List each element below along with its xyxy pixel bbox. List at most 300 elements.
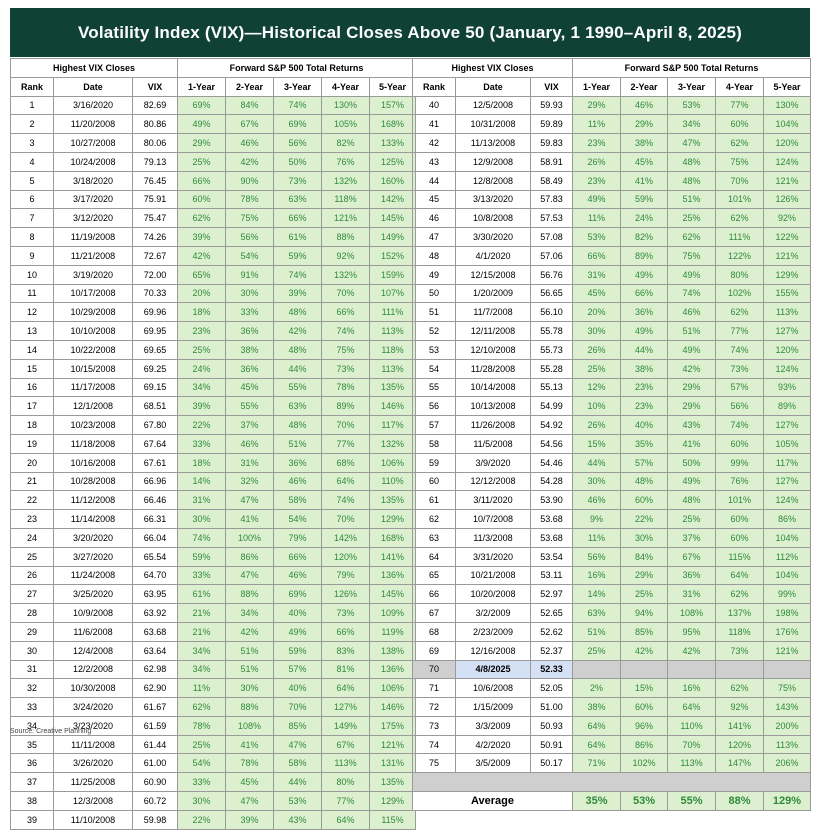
table-row	[413, 453, 811, 472]
date-cell: 11/14/2008	[54, 510, 133, 529]
rank-cell: 58	[413, 434, 456, 453]
3-year-return-cell: 55%	[274, 378, 322, 397]
table-row	[413, 585, 811, 604]
vix-cell: 55.13	[531, 378, 573, 397]
3-year-return-cell: 58%	[274, 491, 322, 510]
1-year-return-cell: 69%	[178, 96, 226, 115]
rank-cell: 73	[413, 716, 456, 735]
3-year-return-cell: 51%	[668, 322, 716, 341]
date-cell: 3/2/2009	[456, 604, 531, 623]
4-year-return-cell: 111%	[716, 228, 764, 247]
1-year-return-cell: 11%	[573, 209, 621, 228]
1-year-return-cell: 18%	[178, 303, 226, 322]
table-row	[413, 698, 811, 717]
5-year-return-cell: 141%	[370, 547, 416, 566]
vix-cell: 54.56	[531, 434, 573, 453]
1-year-header: 1-Year	[178, 77, 226, 96]
vix-cell: 80.06	[133, 134, 178, 153]
5-year-return-cell: 129%	[370, 792, 416, 811]
5-year-return-cell: 121%	[764, 171, 811, 190]
rank-cell: 37	[11, 773, 54, 792]
5-year-return-cell: 113%	[764, 303, 811, 322]
2-year-return-cell: 46%	[226, 434, 274, 453]
4-year-return-cell: 77%	[322, 434, 370, 453]
rank-cell: 15	[11, 359, 54, 378]
2-year-return-cell: 29%	[621, 566, 668, 585]
rank-cell: 27	[11, 585, 54, 604]
rank-cell: 21	[11, 472, 54, 491]
vix-cell: 70.33	[133, 284, 178, 303]
2-year-return-cell: 23%	[621, 397, 668, 416]
vix-cell: 66.96	[133, 472, 178, 491]
4-year-return-cell: 64%	[322, 679, 370, 698]
3-year-return-cell: 36%	[274, 453, 322, 472]
date-cell: 10/14/2008	[456, 378, 531, 397]
1-year-return-cell: 26%	[573, 416, 621, 435]
5-year-return-cell: 117%	[764, 453, 811, 472]
rank-cell: 31	[11, 660, 54, 679]
5-year-return-cell: 127%	[764, 416, 811, 435]
rank-cell: 13	[11, 322, 54, 341]
5-year-return-cell: 75%	[764, 679, 811, 698]
2-year-return-cell: 36%	[226, 359, 274, 378]
vix-cell: 52.97	[531, 585, 573, 604]
date-cell: 12/16/2008	[456, 641, 531, 660]
4-year-return-cell: 79%	[322, 566, 370, 585]
4-year-return-cell: 130%	[322, 96, 370, 115]
vix-cell: 54.46	[531, 453, 573, 472]
table-row	[11, 397, 416, 416]
1-year-return-cell: 15%	[573, 434, 621, 453]
date-cell: 12/5/2008	[456, 96, 531, 115]
vix-table-left	[10, 58, 416, 830]
5-year-return-cell: 200%	[764, 716, 811, 735]
vix-cell: 79.13	[133, 152, 178, 171]
4-year-return-cell: 77%	[716, 322, 764, 341]
vix-cell: 55.73	[531, 340, 573, 359]
5-year-return-cell: 92%	[764, 209, 811, 228]
date-cell: 10/23/2008	[54, 416, 133, 435]
3-year-return-cell: 39%	[274, 284, 322, 303]
table-row	[413, 547, 811, 566]
2-year-return-cell: 94%	[621, 604, 668, 623]
table-row	[11, 528, 416, 547]
1-year-return-cell: 23%	[573, 134, 621, 153]
2-year-return-cell: 60%	[621, 491, 668, 510]
rank-cell: 68	[413, 622, 456, 641]
vix-cell: 69.95	[133, 322, 178, 341]
2-year-header: 2-Year	[621, 77, 668, 96]
source-note: Source: Creative Planning	[10, 728, 92, 735]
1-year-return-cell: 18%	[178, 453, 226, 472]
1-year-return-cell: 21%	[178, 622, 226, 641]
vix-cell: 61.67	[133, 698, 178, 717]
date-cell: 11/20/2008	[54, 115, 133, 134]
date-cell: 12/10/2008	[456, 340, 531, 359]
1-year-return-cell: 26%	[573, 152, 621, 171]
date-header: Date	[456, 77, 531, 96]
4-year-return-cell: 73%	[716, 359, 764, 378]
2-year-return-cell: 23%	[621, 378, 668, 397]
date-cell: 11/12/2008	[54, 491, 133, 510]
returns-group-header: Forward S&P 500 Total Returns	[178, 59, 416, 78]
1-year-return-cell: 30%	[573, 472, 621, 491]
3-year-return-cell: 50%	[274, 152, 322, 171]
2-year-return-cell: 88%	[226, 585, 274, 604]
3-year-return-cell: 62%	[668, 228, 716, 247]
4-year-return-cell: 60%	[716, 434, 764, 453]
rank-cell: 56	[413, 397, 456, 416]
4-year-return-cell: 64%	[322, 810, 370, 829]
vix-cell: 62.98	[133, 660, 178, 679]
2-year-return-cell: 44%	[621, 340, 668, 359]
vix-cell: 82.69	[133, 96, 178, 115]
3-year-return-cell: 69%	[274, 115, 322, 134]
3-year-return-cell: 61%	[274, 228, 322, 247]
date-cell: 3/12/2020	[54, 209, 133, 228]
4-year-return-cell: 67%	[322, 735, 370, 754]
vix-cell: 52.33	[531, 660, 573, 679]
date-cell: 10/22/2008	[54, 340, 133, 359]
2-year-return-cell: 41%	[226, 510, 274, 529]
2-year-return-cell: 36%	[226, 322, 274, 341]
4-year-return-cell: 105%	[322, 115, 370, 134]
table-row	[413, 209, 811, 228]
1-year-return-cell: 25%	[178, 152, 226, 171]
rank-cell: 74	[413, 735, 456, 754]
vix-cell: 69.65	[133, 340, 178, 359]
4-year-return-cell: 57%	[716, 378, 764, 397]
3-year-return-cell: 74%	[668, 284, 716, 303]
rank-cell: 40	[413, 96, 456, 115]
2-year-return-cell: 57%	[621, 453, 668, 472]
vix-cell: 61.44	[133, 735, 178, 754]
average-5-year-value: 129%	[764, 792, 811, 811]
3-year-return-cell: 51%	[274, 434, 322, 453]
vix-cell: 66.46	[133, 491, 178, 510]
1-year-return-cell: 30%	[573, 322, 621, 341]
1-year-return-cell: 25%	[573, 641, 621, 660]
rank-cell: 61	[413, 491, 456, 510]
rank-cell: 70	[413, 660, 456, 679]
date-cell: 11/18/2008	[54, 434, 133, 453]
2-year-return-cell: 96%	[621, 716, 668, 735]
vix-cell: 53.68	[531, 528, 573, 547]
table-row	[11, 340, 416, 359]
rank-cell: 34	[11, 716, 54, 735]
1-year-return-cell: 14%	[573, 585, 621, 604]
returns-group-header: Forward S&P 500 Total Returns	[573, 59, 811, 78]
1-year-return-cell: 64%	[573, 735, 621, 754]
rank-cell: 49	[413, 265, 456, 284]
1-year-return-cell: 11%	[573, 528, 621, 547]
vix-cell: 74.26	[133, 228, 178, 247]
date-cell: 12/12/2008	[456, 472, 531, 491]
vix-cell: 61.00	[133, 754, 178, 773]
2-year-return-cell: 42%	[621, 641, 668, 660]
4-year-return-cell: 70%	[716, 171, 764, 190]
table-row	[413, 491, 811, 510]
rank-cell: 3	[11, 134, 54, 153]
table-row	[11, 735, 416, 754]
vix-cell: 72.00	[133, 265, 178, 284]
2-year-return-cell: 40%	[621, 416, 668, 435]
table-row	[413, 679, 811, 698]
4-year-header: 4-Year	[322, 77, 370, 96]
2-year-return-cell: 46%	[621, 96, 668, 115]
3-year-return-cell: 70%	[668, 735, 716, 754]
3-year-return-cell: 53%	[274, 792, 322, 811]
1-year-return-cell: 20%	[178, 284, 226, 303]
4-year-return-cell: 77%	[716, 96, 764, 115]
vix-cell: 72.67	[133, 246, 178, 265]
rank-cell: 45	[413, 190, 456, 209]
vix-cell: 66.04	[133, 528, 178, 547]
3-year-return-cell	[668, 660, 716, 679]
4-year-return-cell: 75%	[716, 152, 764, 171]
vix-cell: 50.17	[531, 754, 573, 773]
3-year-return-cell: 48%	[668, 491, 716, 510]
date-cell: 3/25/2020	[54, 585, 133, 604]
2-year-return-cell: 29%	[621, 115, 668, 134]
5-year-return-cell: 136%	[370, 566, 416, 585]
vix-cell: 65.54	[133, 547, 178, 566]
5-year-return-cell: 104%	[764, 528, 811, 547]
1-year-return-cell: 74%	[178, 528, 226, 547]
4-year-return-cell: 75%	[322, 340, 370, 359]
date-cell: 10/9/2008	[54, 604, 133, 623]
date-cell: 10/27/2008	[54, 134, 133, 153]
4-year-return-cell: 126%	[322, 585, 370, 604]
date-cell: 11/5/2008	[456, 434, 531, 453]
vix-cell: 50.93	[531, 716, 573, 735]
rank-cell: 50	[413, 284, 456, 303]
4-year-return-cell: 101%	[716, 190, 764, 209]
5-year-return-cell: 110%	[370, 472, 416, 491]
date-cell: 3/24/2020	[54, 698, 133, 717]
5-year-return-cell: 142%	[370, 190, 416, 209]
table-row	[11, 322, 416, 341]
1-year-return-cell: 25%	[178, 340, 226, 359]
rank-cell: 22	[11, 491, 54, 510]
rank-cell: 1	[11, 96, 54, 115]
2-year-return-cell: 51%	[226, 641, 274, 660]
1-year-return-cell: 34%	[178, 641, 226, 660]
date-cell: 12/15/2008	[456, 265, 531, 284]
1-year-return-cell: 53%	[573, 228, 621, 247]
5-year-return-cell: 106%	[370, 679, 416, 698]
3-year-return-cell: 57%	[274, 660, 322, 679]
rank-cell: 42	[413, 134, 456, 153]
rank-cell: 60	[413, 472, 456, 491]
vix-group-header: Highest VIX Closes	[413, 59, 573, 78]
rank-cell: 25	[11, 547, 54, 566]
4-year-return-cell: 147%	[716, 754, 764, 773]
2-year-return-cell: 78%	[226, 754, 274, 773]
5-year-return-cell: 109%	[370, 604, 416, 623]
table-row	[413, 115, 811, 134]
2-year-return-cell: 86%	[226, 547, 274, 566]
1-year-return-cell: 71%	[573, 754, 621, 773]
vix-cell: 63.68	[133, 622, 178, 641]
rank-cell: 10	[11, 265, 54, 284]
5-year-return-cell: 121%	[764, 641, 811, 660]
vix-cell: 75.47	[133, 209, 178, 228]
table-row	[11, 510, 416, 529]
5-year-return-cell: 126%	[764, 190, 811, 209]
vix-cell: 54.99	[531, 397, 573, 416]
4-year-return-cell: 60%	[716, 510, 764, 529]
table-row	[413, 303, 811, 322]
2-year-return-cell: 47%	[226, 792, 274, 811]
date-header: Date	[54, 77, 133, 96]
1-year-return-cell: 23%	[573, 171, 621, 190]
4-year-return-cell: 132%	[322, 265, 370, 284]
table-row	[11, 566, 416, 585]
5-year-return-cell: 136%	[370, 660, 416, 679]
4-year-return-cell: 64%	[322, 472, 370, 491]
rank-cell: 9	[11, 246, 54, 265]
spacer-row	[413, 773, 811, 792]
1-year-return-cell: 11%	[178, 679, 226, 698]
date-cell: 3/27/2020	[54, 547, 133, 566]
2-year-return-cell: 49%	[621, 322, 668, 341]
3-year-return-cell: 67%	[668, 547, 716, 566]
table-row	[11, 679, 416, 698]
date-cell: 4/1/2020	[456, 246, 531, 265]
2-year-return-cell: 41%	[621, 171, 668, 190]
3-year-return-cell: 48%	[274, 416, 322, 435]
2-year-return-cell: 25%	[621, 585, 668, 604]
5-year-return-cell: 104%	[764, 115, 811, 134]
vix-cell: 60.72	[133, 792, 178, 811]
rank-cell: 59	[413, 453, 456, 472]
1-year-return-cell: 24%	[178, 359, 226, 378]
date-cell: 12/2/2008	[54, 660, 133, 679]
vix-cell: 55.28	[531, 359, 573, 378]
date-cell: 10/17/2008	[54, 284, 133, 303]
vix-cell: 52.65	[531, 604, 573, 623]
date-cell: 11/11/2008	[54, 735, 133, 754]
date-cell: 2/23/2009	[456, 622, 531, 641]
date-cell: 3/30/2020	[456, 228, 531, 247]
3-year-return-cell: 58%	[274, 754, 322, 773]
4-year-return-cell: 132%	[322, 171, 370, 190]
2-year-return-cell: 108%	[226, 716, 274, 735]
3-year-return-cell: 49%	[668, 265, 716, 284]
1-year-return-cell: 29%	[178, 134, 226, 153]
date-cell: 4/8/2025	[456, 660, 531, 679]
rank-cell: 47	[413, 228, 456, 247]
5-year-return-cell: 124%	[764, 152, 811, 171]
5-year-return-cell: 99%	[764, 585, 811, 604]
3-year-return-cell: 59%	[274, 641, 322, 660]
rank-cell: 24	[11, 528, 54, 547]
rank-cell: 71	[413, 679, 456, 698]
date-cell: 3/9/2020	[456, 453, 531, 472]
date-cell: 1/15/2009	[456, 698, 531, 717]
3-year-return-cell: 40%	[274, 604, 322, 623]
2-year-return-cell: 30%	[226, 284, 274, 303]
rank-cell: 17	[11, 397, 54, 416]
4-year-return-cell: 70%	[322, 510, 370, 529]
1-year-return-cell: 44%	[573, 453, 621, 472]
1-year-return-cell: 64%	[573, 716, 621, 735]
2-year-return-cell: 67%	[226, 115, 274, 134]
4-year-return-cell: 68%	[322, 453, 370, 472]
table-row	[413, 604, 811, 623]
rank-cell: 38	[11, 792, 54, 811]
1-year-return-cell: 49%	[178, 115, 226, 134]
3-year-return-cell: 79%	[274, 528, 322, 547]
3-year-return-cell: 49%	[274, 622, 322, 641]
5-year-return-cell: 160%	[370, 171, 416, 190]
3-year-return-cell: 113%	[668, 754, 716, 773]
vix-cell: 69.25	[133, 359, 178, 378]
table-row	[413, 171, 811, 190]
table-row	[11, 96, 416, 115]
4-year-return-cell: 113%	[322, 754, 370, 773]
rank-cell: 69	[413, 641, 456, 660]
3-year-return-cell: 16%	[668, 679, 716, 698]
date-cell: 3/31/2020	[456, 547, 531, 566]
vix-cell: 52.62	[531, 622, 573, 641]
4-year-return-cell: 101%	[716, 491, 764, 510]
4-year-return-cell: 120%	[322, 547, 370, 566]
4-year-return-cell	[716, 660, 764, 679]
rank-cell: 29	[11, 622, 54, 641]
2-year-return-cell: 47%	[226, 491, 274, 510]
2-year-return-cell: 32%	[226, 472, 274, 491]
4-year-return-cell: 127%	[322, 698, 370, 717]
3-year-return-cell: 66%	[274, 209, 322, 228]
table-row	[11, 171, 416, 190]
3-year-return-cell: 59%	[274, 246, 322, 265]
4-year-return-cell: 92%	[716, 698, 764, 717]
1-year-return-cell: 78%	[178, 716, 226, 735]
rank-cell: 55	[413, 378, 456, 397]
5-year-return-cell: 106%	[370, 453, 416, 472]
vix-cell: 61.59	[133, 716, 178, 735]
5-year-return-cell: 120%	[764, 340, 811, 359]
date-cell: 11/25/2008	[54, 773, 133, 792]
5-year-return-cell: 145%	[370, 209, 416, 228]
3-year-return-cell: 74%	[274, 265, 322, 284]
vix-cell: 57.53	[531, 209, 573, 228]
table-row	[413, 340, 811, 359]
4-year-return-cell: 82%	[322, 134, 370, 153]
4-year-return-cell: 73%	[322, 359, 370, 378]
vix-cell: 69.15	[133, 378, 178, 397]
table-row	[11, 754, 416, 773]
vix-cell: 56.10	[531, 303, 573, 322]
1-year-return-cell: 34%	[178, 378, 226, 397]
3-year-return-cell: 70%	[274, 698, 322, 717]
2-year-return-cell: 34%	[226, 604, 274, 623]
4-year-return-cell: 118%	[716, 622, 764, 641]
2-year-return-cell: 30%	[621, 528, 668, 547]
date-cell: 10/20/2008	[456, 585, 531, 604]
table-row	[11, 284, 416, 303]
rank-cell: 8	[11, 228, 54, 247]
2-year-return-cell: 30%	[226, 679, 274, 698]
5-year-return-cell: 138%	[370, 641, 416, 660]
1-year-return-cell: 49%	[573, 190, 621, 209]
date-cell: 11/17/2008	[54, 378, 133, 397]
table-row	[413, 190, 811, 209]
5-year-return-cell: 135%	[370, 773, 416, 792]
3-year-return-cell: 48%	[274, 303, 322, 322]
